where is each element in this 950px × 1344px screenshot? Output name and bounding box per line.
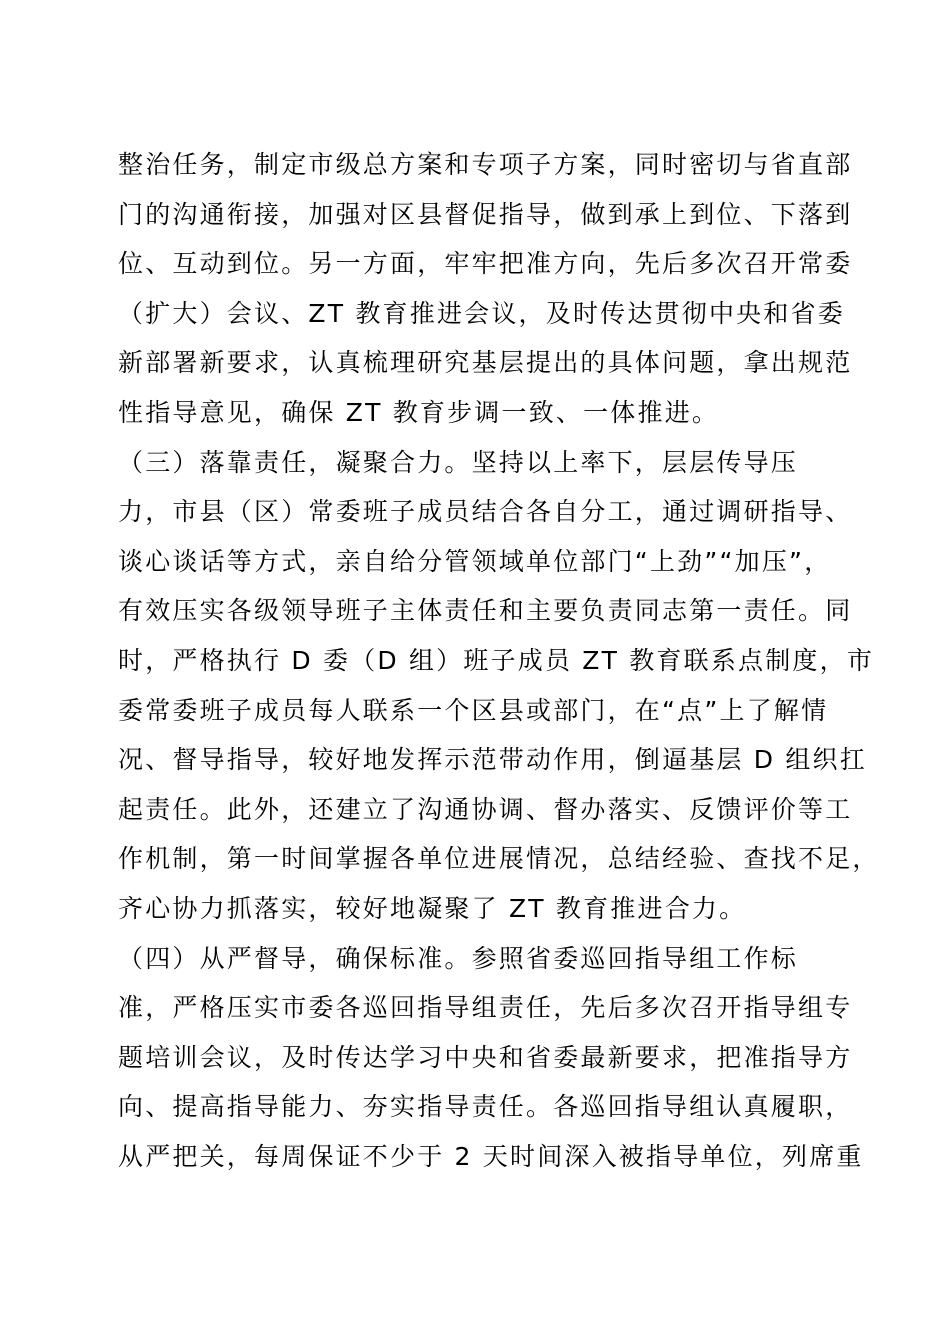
text-line: 齐心协力抓落实，较好地凝聚了 ZT 教育推进合力。 <box>118 893 747 923</box>
text-line: 谈心谈话等方式，亲自给分管领域单位部门“上劲”“加压”， <box>118 546 832 576</box>
text-line: 从严把关，每周保证不少于 2 天时间深入被指导单位，列席重 <box>118 1141 864 1171</box>
text-line: 力，市县（区）常委班子成员结合各自分工，通过调研指导、 <box>118 497 853 527</box>
section-heading-3: （三）落靠责任，凝聚合力。坚持以上率下，层层传导压 <box>118 447 799 477</box>
text-line: 向、提高指导能力、夯实指导责任。各巡回指导组认真履职， <box>118 1092 853 1122</box>
text-line: 新部署新要求，认真梳理研究基层提出的具体问题，拿出规范 <box>118 348 853 378</box>
text-line: 有效压实各级领导班子主体责任和主要负责同志第一责任。同 <box>118 596 853 626</box>
text-line: 门的沟通衔接，加强对区县督促指导，做到承上到位、下落到 <box>118 199 853 229</box>
body-text <box>118 140 880 1181</box>
text-line: 位、互动到位。另一方面，牢牢把准方向，先后多次召开常委 <box>118 249 853 279</box>
text-line: 性指导意见，确保 ZT 教育步调一致、一体推进。 <box>118 397 720 427</box>
text-line: 作机制，第一时间掌握各单位进展情况，总结经验、查找不足， <box>118 844 880 874</box>
text-line: 题培训会议，及时传达学习中央和省委最新要求，把准指导方 <box>118 1042 853 1072</box>
text-line: （扩大）会议、ZT 教育推进会议，及时传达贯彻中央和省委 <box>118 298 845 328</box>
text-line: 起责任。此外，还建立了沟通协调、督办落实、反馈评价等工 <box>118 794 853 824</box>
text-line: 委常委班子成员每人联系一个区县或部门，在“点”上了解情 <box>118 695 829 725</box>
text-line: 准，严格压实市委各巡回指导组责任，先后多次召开指导组专 <box>118 993 853 1023</box>
section-heading-4: （四）从严督导，确保标准。参照省委巡回指导组工作标 <box>118 943 799 973</box>
text-line: 时，严格执行 D 委（D 组）班子成员 ZT 教育联系点制度，市 <box>118 645 875 675</box>
text-line: 况、督导指导，较好地发挥示范带动作用，倒逼基层 D 组织扛 <box>118 745 867 775</box>
text-line: 整治任务，制定市级总方案和专项子方案，同时密切与省直部 <box>118 150 853 179</box>
